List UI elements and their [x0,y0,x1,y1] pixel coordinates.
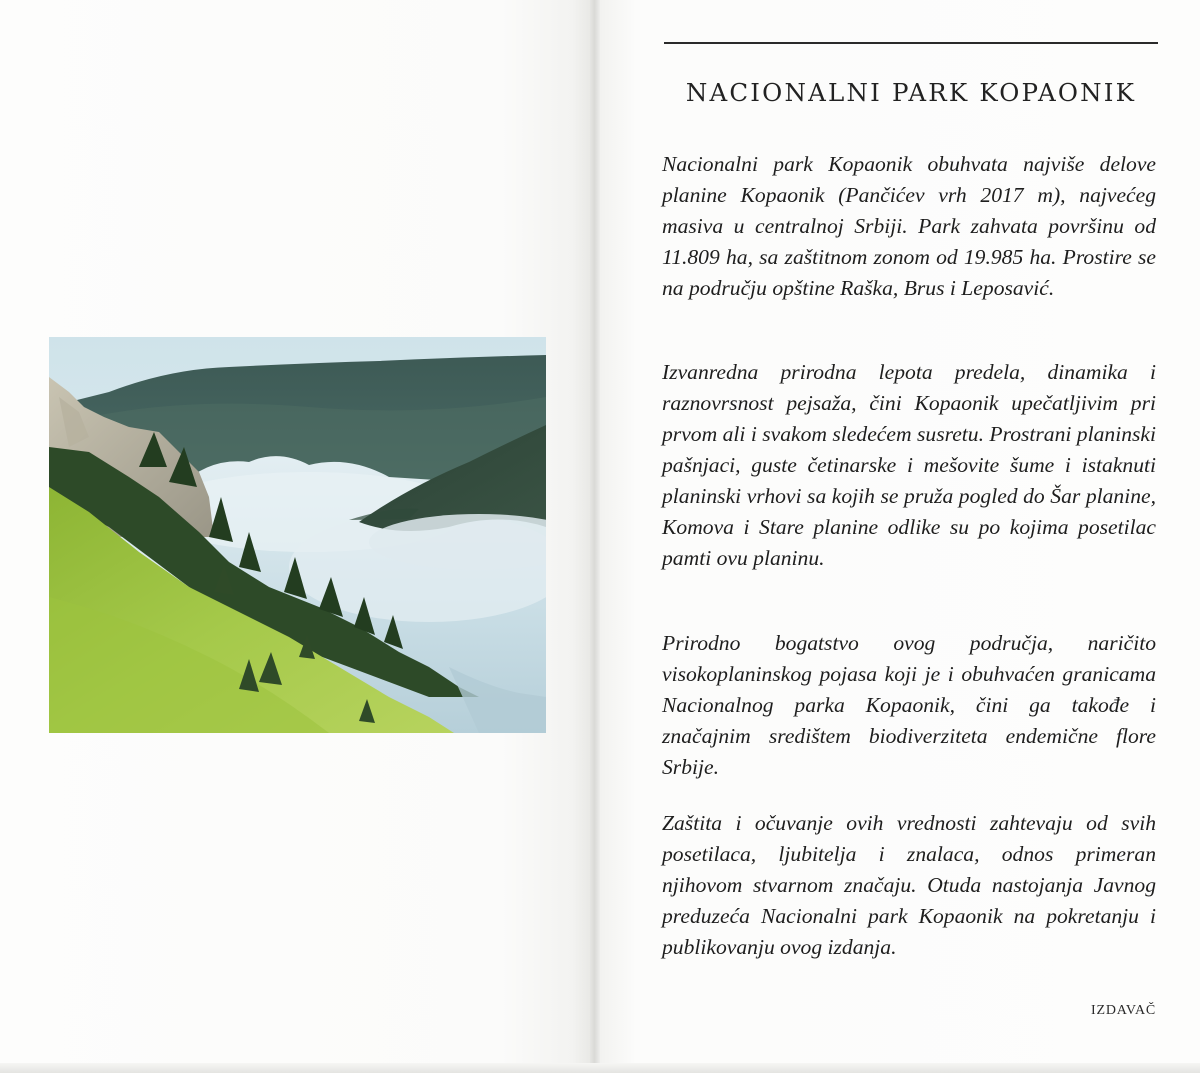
paragraph-biodiversity: Prirodno bogatstvo ovog područja, naričito visokoplaninskog pojasa koji je i obuhvaćen granicama Nacionalnog parka Kopaonik, čini ga takođe i značajnim središtem biodiverziteta endemične flore Srbije. [662,631,1156,779]
book-gutter [590,0,600,1073]
page-title: NACIONALNI PARK KOPAONIK [685,78,1137,107]
publisher-signature: IZDAVAČ [1091,1003,1156,1018]
paragraph-intro: Nacionalni park Kopaonik obuhvata najviše delove planine Kopaonik (Pančićev vrh 2017 m), najvećeg masiva u centralnoj Srbiji. Park zahvata površinu od 11.809 ha, sa zaštitnom zonom od 19.985 ha. Prostire se na području opštine Raška, Brus i Leposavić. [662,152,1156,300]
left-page [0,0,590,1073]
paragraph-landscape: Izvanredna prirodna lepota predela, dinamika i raznovrsnost pejsaža, čini Kopaonik upečatljivim pri prvom ali i svakom sledećem susretu. Prostrani planinski pašnjaci, guste četinarske i mešovite šume i istaknuti planinski vrhovi sa kojih se pruža pogled do Šar planine, Komova i Stare planine odlike su po kojima posetilac pamti ovu planinu. [662,360,1156,570]
paragraph-protection: Zaštita i očuvanje ovih vrednosti zahtevaju od svih posetilaca, ljubitelja i znalaca, odnos primeran njihovom stvarnom značaju. Otuda nastojanja Javnog preduzeća Nacionalni park Kopaonik na pokretanju i publikovanju ovog izdanja. [662,811,1156,959]
page-bottom-edge [0,1063,1200,1073]
header-rule [664,42,1158,44]
mountain-landscape-photo [49,337,546,733]
